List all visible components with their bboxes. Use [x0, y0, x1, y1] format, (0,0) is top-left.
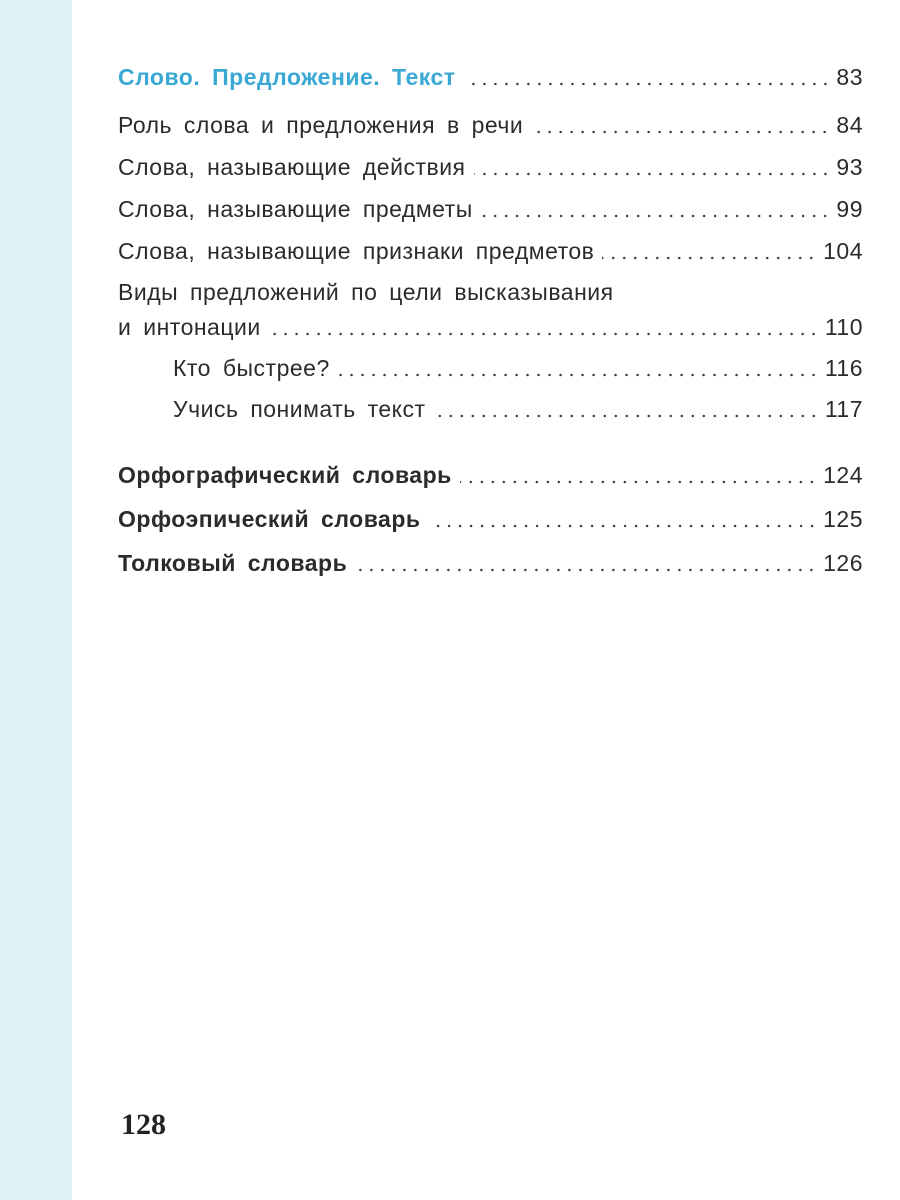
toc-entry-multiline[interactable]: [118, 279, 863, 341]
toc-entry-title: Слова, называющие действия: [118, 154, 466, 180]
toc-dictionary-entry[interactable]: [118, 506, 863, 533]
toc-page-number: 116: [824, 355, 863, 381]
toc-dictionary-title: Орфоэпический словарь: [118, 506, 421, 532]
toc-page-number: 117: [824, 396, 863, 422]
toc-page-number: 125: [823, 506, 863, 532]
dot-leader: [460, 480, 817, 484]
dot-leader: [269, 332, 819, 336]
toc-entry[interactable]: [118, 238, 863, 265]
toc-entry[interactable]: [118, 112, 863, 139]
toc-dictionary-entry[interactable]: [118, 550, 863, 577]
toc-entry-title-line2: и интонации: [118, 314, 261, 340]
toc-dictionary-title: Орфографический словарь: [118, 462, 452, 488]
toc-page-number: 126: [823, 550, 863, 576]
toc-page-number: 104: [823, 238, 863, 264]
toc-entry-title: Роль слова и предложения в речи: [118, 112, 524, 138]
toc-entry[interactable]: [118, 196, 863, 223]
toc-page-number: 84: [836, 112, 863, 138]
toc-page-number: 124: [823, 462, 863, 488]
dot-leader: [434, 414, 819, 418]
dot-leader: [355, 568, 817, 572]
toc-section-heading[interactable]: [118, 64, 863, 91]
toc-subentry[interactable]: [118, 355, 863, 382]
toc-dictionary-title: Толковый словарь: [118, 550, 348, 576]
dot-leader: [531, 130, 830, 134]
toc-page-number: 83: [836, 64, 863, 90]
toc-dictionary-entry[interactable]: [118, 462, 863, 489]
toc-subentry-title: Учись понимать текст: [173, 396, 426, 422]
table-of-contents: [118, 56, 863, 577]
dot-leader: [602, 256, 817, 260]
toc-section-title: Слово. Предложение. Текст: [118, 64, 456, 90]
toc-page-number: 99: [836, 196, 863, 222]
toc-subentry-title: Кто быстрее?: [173, 355, 330, 381]
toc-entry-title: Слова, называющие признаки предметов: [118, 238, 595, 264]
dot-leader: [481, 214, 831, 218]
toc-entry-title: Слова, называющие предметы: [118, 196, 473, 222]
toc-page-number: 110: [824, 314, 863, 340]
dot-leader: [474, 172, 831, 176]
toc-page-number: 93: [836, 154, 863, 180]
dot-leader: [464, 82, 831, 86]
toc-entry-line2: [118, 314, 863, 341]
page-number: 128: [121, 1108, 166, 1141]
page-edge-band: [0, 0, 72, 1200]
toc-entry-title-line1: Виды предложений по цели высказывания: [118, 279, 614, 305]
dot-leader: [429, 524, 818, 528]
dot-leader: [338, 373, 819, 377]
toc-entry[interactable]: [118, 154, 863, 181]
toc-subentry[interactable]: [118, 396, 863, 423]
